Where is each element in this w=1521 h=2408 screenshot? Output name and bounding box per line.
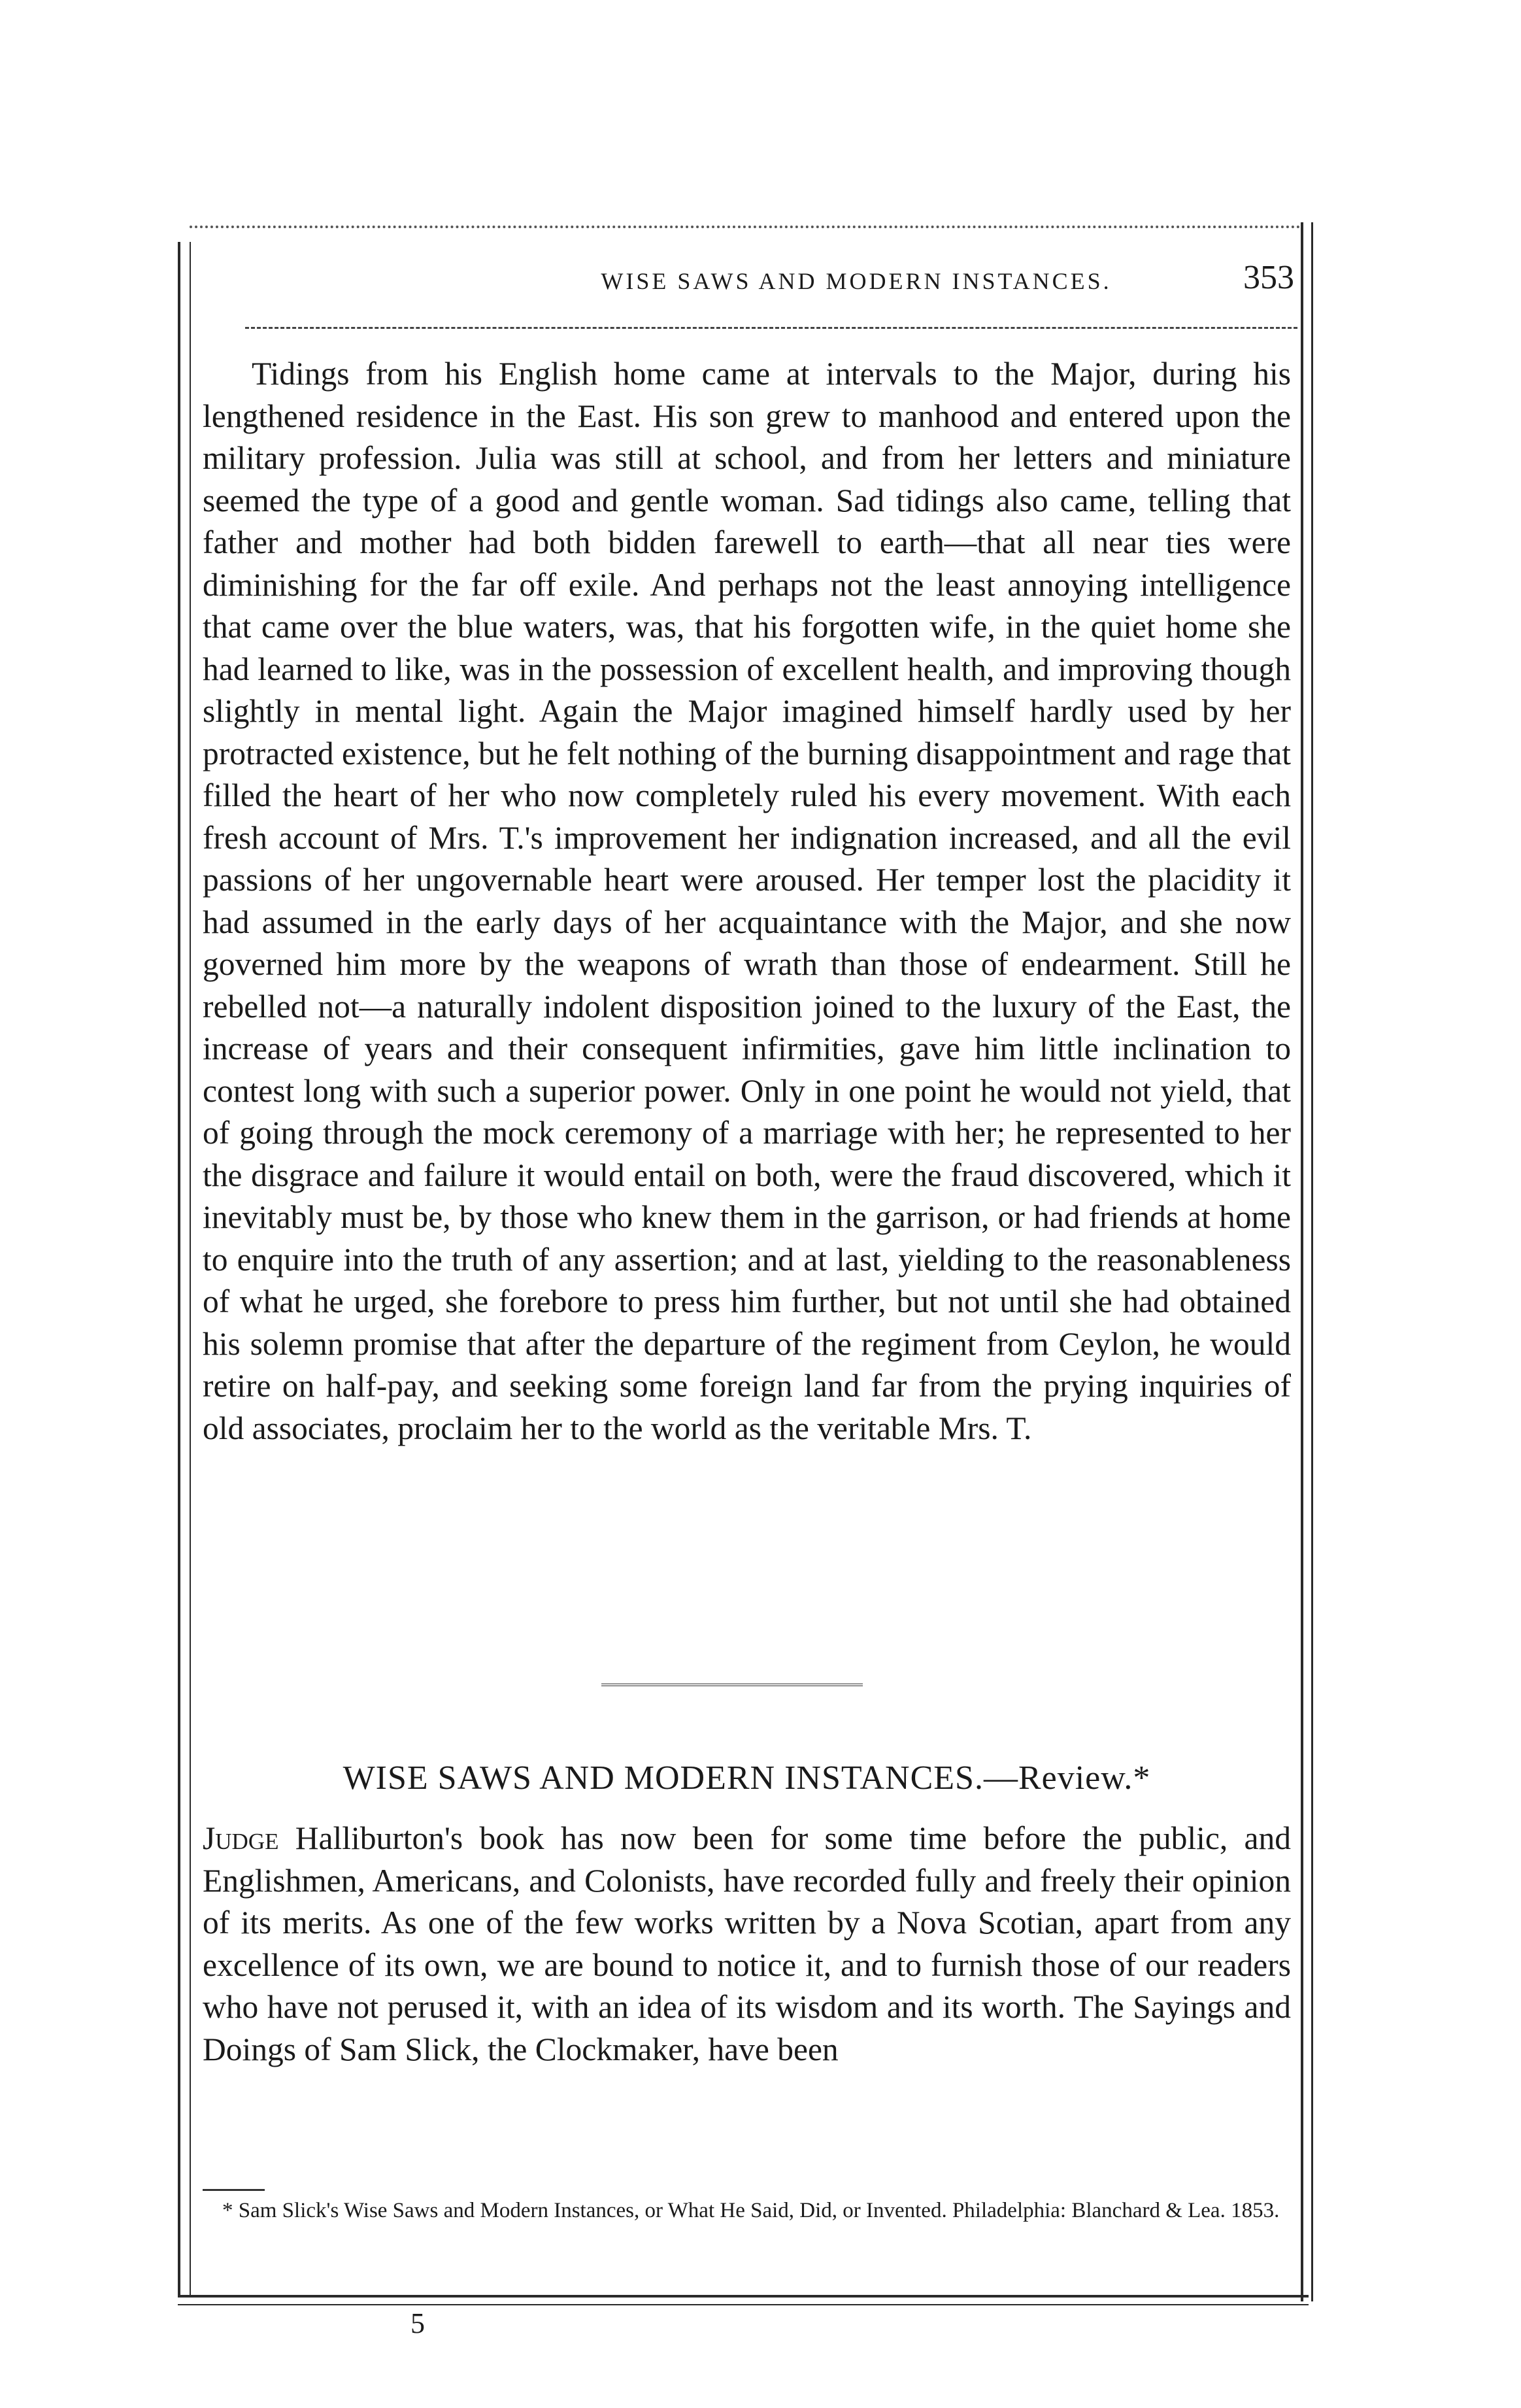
paragraph-2-text: Halliburton's book has now been for some time before the public, and Englishmen, Americans, and Colonists, have recorded fully and freely their opinion of its merits. As one of the few works written by a Nova Scotian, apart from any excellence of its own, we are bound to notice it, and to furnish those of our readers who have not perused it, with an idea of its wisdom and its worth. The Sayings and Doings of Sam Slick, the Clockmaker, have been: [203, 1820, 1291, 2067]
paragraph-opening-word: Judge: [203, 1820, 279, 1856]
footnote: * Sam Slick's Wise Saws and Modern Instances, or What He Said, Did, or Invented. Philadelphia: Blanchard & Lea. 1853.: [222, 2199, 1280, 2222]
body-paragraph-1: Tidings from his English home came at intervals to the Major, during his lengthened residence in the East. His son grew to manhood and entered upon the military profession. Julia was still at school, and from her letters and miniature seemed the type of a good and gentle woman. Sad tidings also came, telling that father and mother had both bidden farewell to earth—that all near ties were diminishing for the far off exile. And perhaps not the least annoying intelligence that came over the blue waters, was, that his forgotten wife, in the quiet home she had learned to like, was in the possession of excellent health, and improving though slightly in mental light. Again the Major imagined himself hardly used by her protracted existence, but he felt nothing of the burning disappointment and rage that filled the heart of her who now completely ruled his every movement. With each fresh account of Mrs. T.'s improvement her indignation increased, and all the evil passions of her ungovernable heart were aroused. Her temper lost the placidity it had assumed in the early days of her acquaintance with the Major, and she now governed him more by the weapons of wrath than those of endearment. Still he rebelled not—a naturally indolent disposition joined to the luxury of the East, the increase of years and their consequent infirmities, gave him little inclination to contest long with such a superior power. Only in one point he would not yield, that of going through the mock ceremony of a marriage with her; he represented to her the disgrace and failure it would entail on both, were the fraud discovered, which it inevitably must be, by those who knew them in the garrison, or had friends at home to enquire into the truth of any assertion; and at last, yielding to the reasonableness of what he urged, she forebore to press him further, but not until she had obtained his solemn promise that after the departure of the regiment from Ceylon, he would retire on half-pay, and seeking some foreign land far from the prying inquiries of old associates, proclaim her to the world as the veritable Mrs. T.: [203, 356, 1291, 1446]
running-title: WISE SAWS AND MODERN INSTANCES.: [601, 268, 1112, 294]
section-heading: WISE SAWS AND MODERN INSTANCES.—Review.*: [343, 1759, 1151, 1797]
right-border-rule: [1301, 222, 1313, 2301]
footnote-rule: [203, 2189, 265, 2191]
bottom-border-rule-thin: [178, 2304, 1309, 2305]
top-border-rule: [190, 226, 1301, 228]
bottom-border-rule: [178, 2295, 1309, 2298]
running-head: [196, 258, 1307, 311]
section-separator: [601, 1684, 863, 1686]
header-rule: [245, 327, 1297, 329]
page-number: 353: [1243, 259, 1294, 296]
left-border-rule: [178, 242, 191, 2295]
body-paragraph-2: [203, 1818, 1291, 2071]
signature-mark: 5: [410, 2307, 425, 2339]
